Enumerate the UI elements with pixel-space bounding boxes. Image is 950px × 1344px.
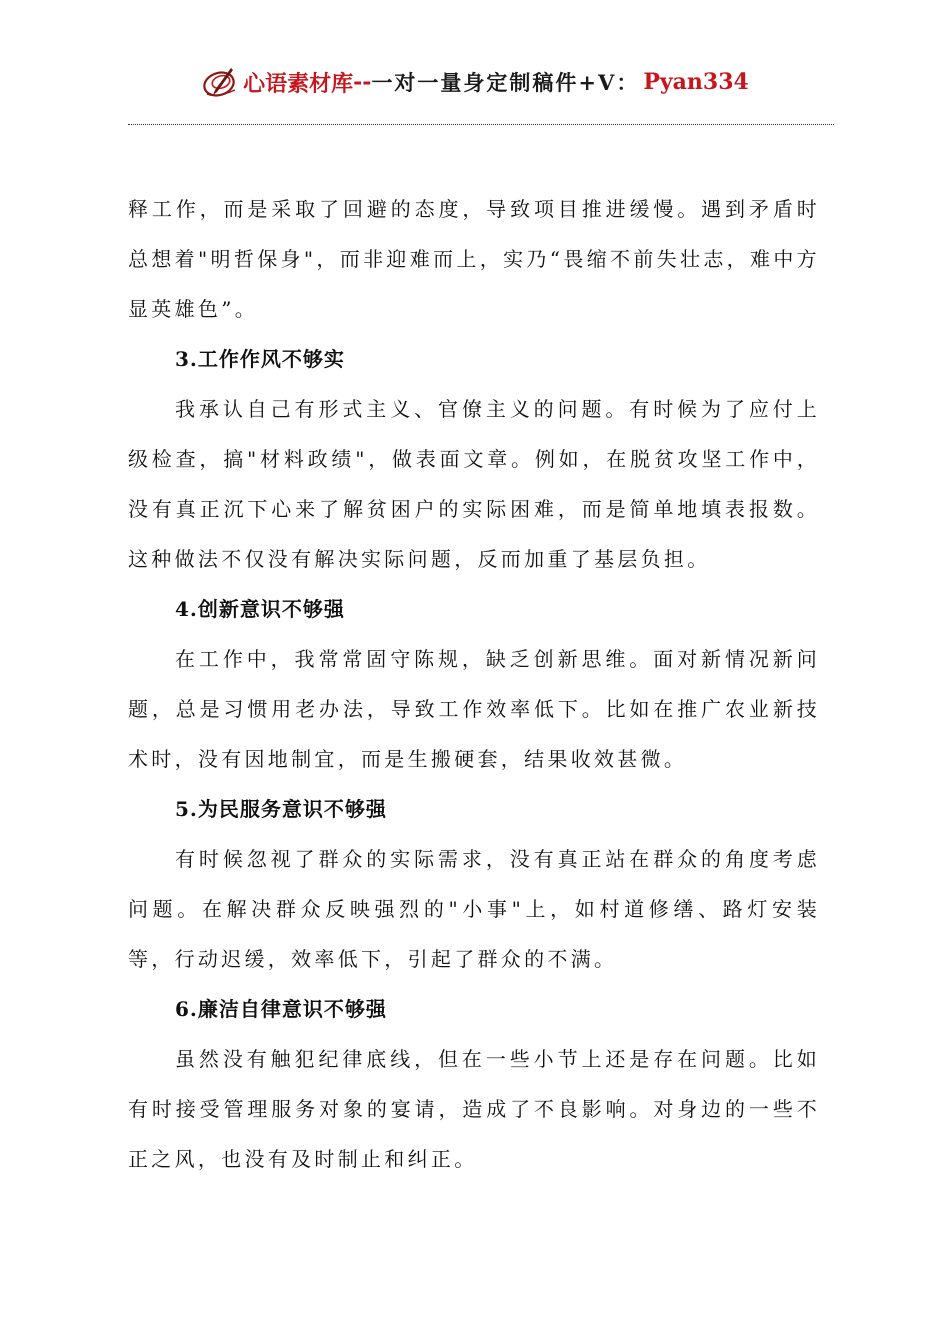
header-contact: Pyan334 <box>643 69 749 95</box>
paragraph-service: 有时候忽视了群众的实际需求，没有真正站在群众的角度考虑问题。在解决群众反映强烈的"小事"上，如村道修缮、路灯安装等，行动迟缓，效率低下，引起了群众的不满。 <box>128 847 820 971</box>
paragraph-work-style: 我承认自己有形式主义、官僚主义的问题。有时候为了应付上级检查，搞"材料政绩"，做表面文章。例如，在脱贫攻坚工作中，没有真正沉下心来了解贫困户的实际困难，而是简单地填表报数。这种做法不仅没有解决实际问题，反而加重了基层负担。 <box>128 397 820 571</box>
section-heading-6: 6.廉洁自律意识不够强 <box>175 997 387 1021</box>
paragraph-innovation: 在工作中，我常常固守陈规，缺乏创新思维。面对新情况新问题，总是习惯用老办法，导致工作效率低下。比如在推广农业新技术时，没有因地制宜，而是生搬硬套，结果收效甚微。 <box>128 647 820 771</box>
paragraph-continuation: 释工作，而是采取了回避的态度，导致项目推进缓慢。遇到矛盾时总想着"明哲保身"，而非迎难而上，实乃“畏缩不前失壮志，难中方显英雄色”。 <box>128 197 820 321</box>
header-slogan: 一对一量身定制稿件+V： <box>371 70 640 95</box>
section-heading-5: 5.为民服务意识不够强 <box>175 797 387 821</box>
header-brand: 心语素材库 <box>243 70 354 97</box>
header-logo <box>201 64 353 100</box>
header-divider <box>128 124 834 125</box>
header-separator: -- <box>353 69 372 95</box>
paragraph-integrity: 虽然没有触犯纪律底线，但在一些小节上还是存在问题。比如有时接受管理服务对象的宴请，造成了不良影响。对身边的一些不正之风，也没有及时制止和纠正。 <box>128 1047 820 1171</box>
page-header <box>0 62 950 102</box>
pen-swirl-logo-icon <box>201 64 241 100</box>
section-heading-3: 3.工作作风不够实 <box>175 347 345 371</box>
section-heading-4: 4.创新意识不够强 <box>175 597 345 621</box>
document-body <box>128 184 820 1184</box>
